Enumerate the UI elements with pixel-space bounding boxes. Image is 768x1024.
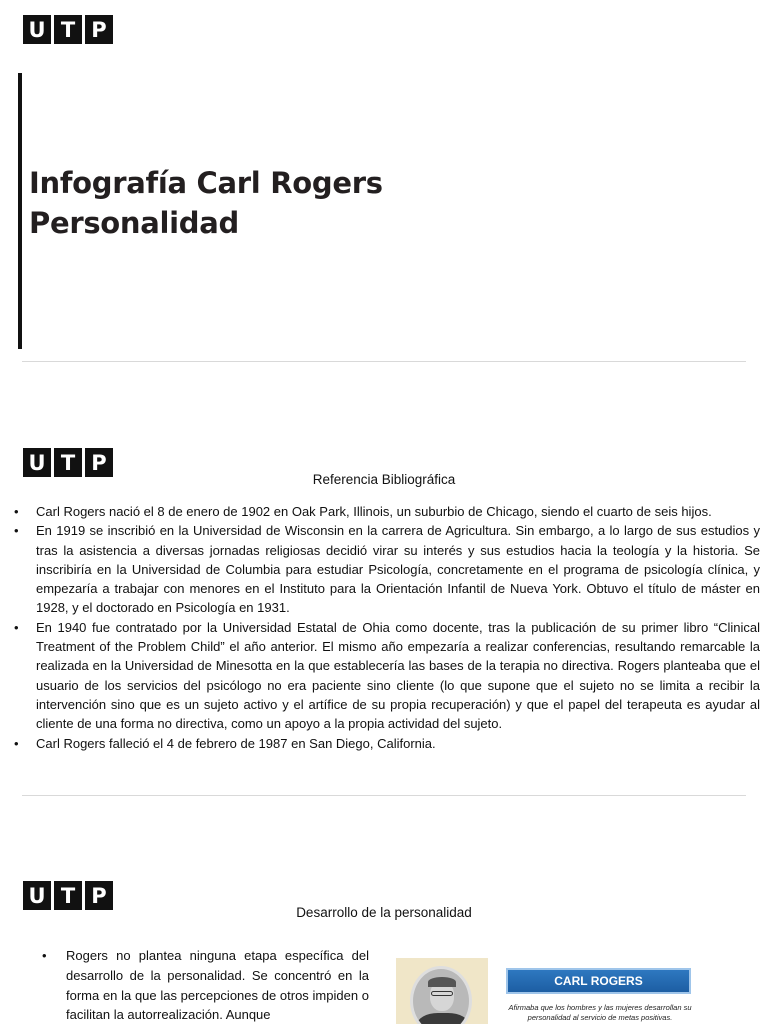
logo-letter-t: T <box>54 448 82 477</box>
bibliography-list <box>14 502 760 753</box>
list-item: • Carl Rogers falleció el 4 de febrero de 1987 en San Diego, California. <box>14 734 760 753</box>
section-heading-referencia: Referencia Bibliográfica <box>312 472 456 487</box>
slide-divider <box>22 795 746 796</box>
logo-letter-t: T <box>54 881 82 910</box>
title-line-2: Personalidad <box>29 206 239 240</box>
carl-rogers-infographic <box>396 958 716 1024</box>
development-list <box>42 946 369 1024</box>
title-accent-bar <box>18 73 22 349</box>
section-heading-desarrollo: Desarrollo de la personalidad <box>296 905 472 920</box>
page-title <box>29 163 529 243</box>
utp-logo <box>23 15 113 44</box>
logo-letter-p: P <box>85 881 113 910</box>
list-item: • Carl Rogers nació el 8 de enero de 1902 en Oak Park, Illinois, un suburbio de Chicago, siendo el cuarto de seis hijos. <box>14 502 760 521</box>
logo-letter-t: T <box>54 15 82 44</box>
logo-letter-u: U <box>23 448 51 477</box>
logo-letter-p: P <box>85 448 113 477</box>
logo-letter-u: U <box>23 881 51 910</box>
list-item: • En 1940 fue contratado por la Universidad Estatal de Ohia como docente, tras la publicación de su primer libro “Clinical Treatment of the Problem Child” el año anterior. El mismo año empezaría a realizar conferencias, resultando remarcable la realizada en la Universidad de Minesotta en la que establecería las bases de la terapia no directiva. Rogers planteaba que el usuario de los servicios del psicólogo no era paciente sino cliente (lo que supone que el sujeto no se limita a recibir la intervención sino que es un sujeto activo y el artífice de su propia recuperación) y que el papel del terapeuta es ayudar al cliente de una forma no directiva, como un apoyo a la propia actividad del sujeto. <box>14 618 760 734</box>
logo-letter-p: P <box>85 15 113 44</box>
list-item: • En 1919 se inscribió en la Universidad de Wisconsin en la carrera de Agricultura. Sin embargo, a lo largo de sus estudios y tras la asistencia a diversas jornadas religiosas decidió virar su interés y sus estudios hacia la teología y la historia. Se inscribiría en la Universidad de Columbia para estudiar Psicología, concretamente en el programa de psicología clínica, y empezaría a trabajar con menores en el Instituto para la Orientación Infantil de Nueva York. Obtuvo el título de máster en 1928, y el doctorado en Psicología en 1931. <box>14 521 760 617</box>
name-banner: CARL ROGERS <box>506 968 691 994</box>
figure-caption: Afirmaba que los hombres y las mujeres desarrollan su personalidad al servicio de metas positivas. <box>508 1003 692 1022</box>
logo-letter-u: U <box>23 15 51 44</box>
slide-divider <box>22 361 746 362</box>
title-line-1: Infografía Carl Rogers <box>29 166 383 200</box>
list-item: • Rogers no plantea ninguna etapa específica del desarrollo de la personalidad. Se concentró en la forma en la que las percepciones de otros impiden o facilitan la autorrealización. Aunque <box>42 946 369 1024</box>
